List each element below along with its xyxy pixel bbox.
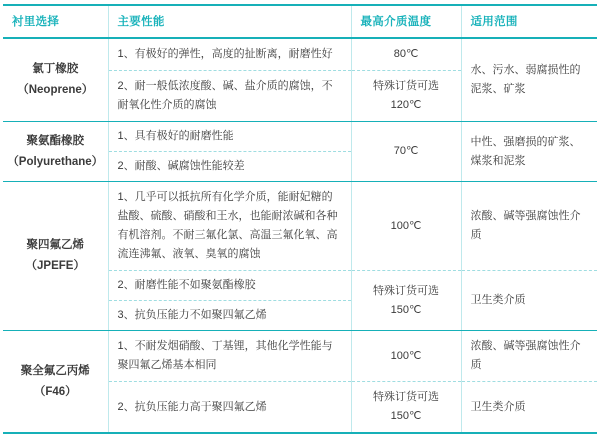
material-name-jpefe bbox=[3, 182, 108, 331]
performance-cell: 1、几乎可以抵抗所有化学介质，能耐妃糖的盐酸、硫酸、硝酸和王水，也能耐浓碱和各种有机溶剂。不耐三氟化氯、高温三氟化氧、高流连沸氟、液氧、臭氧的腐蚀 bbox=[108, 182, 351, 271]
temperature-line1: 特殊订货可选 bbox=[373, 391, 439, 403]
material-name-line2: （F46） bbox=[33, 385, 77, 398]
temperature-cell: 70℃ bbox=[351, 122, 461, 182]
table-row bbox=[3, 38, 597, 71]
temperature-line1: 特殊订货可选 bbox=[373, 80, 439, 92]
scope-cell: 浓酸、碱等强腐蚀性介质 bbox=[461, 182, 597, 271]
temperature-line2: 150℃ bbox=[390, 410, 422, 422]
material-name-line1: 聚全氟乙丙烯 bbox=[20, 364, 90, 377]
performance-cell: 1、具有极好的耐磨性能 bbox=[108, 122, 351, 152]
material-name-line1: 聚四氟乙烯 bbox=[26, 239, 84, 251]
scope-cell: 浓酸、碱等强腐蚀性介质 bbox=[461, 331, 597, 382]
table-body bbox=[3, 38, 597, 433]
performance-cell: 1、不耐发烟硝酸、丁基锂，其他化学性能与聚四氟乙烯基本相同 bbox=[108, 331, 351, 382]
temperature-line1: 特殊订货可选 bbox=[373, 284, 439, 297]
table-row bbox=[3, 122, 597, 152]
material-name-neoprene bbox=[3, 38, 108, 122]
material-name-line2: （Polyurethane） bbox=[7, 155, 104, 168]
material-name-polyurethane bbox=[3, 122, 108, 182]
performance-cell: 3、抗负压能力不如聚四氟乙烯 bbox=[108, 301, 351, 331]
scope-cell: 卫生类介质 bbox=[461, 271, 597, 331]
scope-cell: 中性、强磨损的矿浆、煤浆和泥浆 bbox=[461, 122, 597, 182]
column-header-performance: 主要性能 bbox=[108, 5, 351, 38]
performance-cell: 2、抗负压能力高于聚四氟乙烯 bbox=[108, 382, 351, 434]
temperature-cell bbox=[351, 382, 461, 434]
temperature-cell: 80℃ bbox=[351, 38, 461, 71]
performance-cell: 2、耐一般低浓度酸、碱、盐介质的腐蚀，不耐氧化性介质的腐蚀 bbox=[108, 71, 351, 122]
column-header-lining: 衬里选择 bbox=[3, 5, 108, 38]
scope-cell: 水、污水、弱腐损性的泥浆、矿浆 bbox=[461, 38, 597, 122]
performance-cell: 1、有极好的弹性，高度的扯断离，耐磨性好 bbox=[108, 38, 351, 71]
table-header bbox=[3, 5, 597, 38]
temperature-cell: 100℃ bbox=[351, 331, 461, 382]
material-name-line2: （JPEFE） bbox=[25, 260, 85, 272]
lining-selection-table bbox=[3, 4, 597, 434]
header-row bbox=[3, 5, 597, 38]
temperature-cell bbox=[351, 71, 461, 122]
temperature-line2: 150℃ bbox=[390, 303, 422, 316]
material-name-line1: 氯丁橡胶 bbox=[32, 63, 79, 75]
performance-cell: 2、耐酸、碱腐蚀性能较差 bbox=[108, 152, 351, 182]
table-row bbox=[3, 331, 597, 382]
material-name-line2: （Neoprene） bbox=[17, 84, 94, 96]
column-header-application-scope: 适用范围 bbox=[461, 5, 597, 38]
material-name-line1: 聚氨酯橡胶 bbox=[26, 134, 84, 147]
column-header-max-temperature: 最高介质温度 bbox=[351, 5, 461, 38]
table-row bbox=[3, 182, 597, 271]
temperature-cell: 100℃ bbox=[351, 182, 461, 271]
temperature-line2: 120℃ bbox=[390, 99, 422, 111]
scope-cell: 卫生类介质 bbox=[461, 382, 597, 434]
performance-cell: 2、耐磨性能不如聚氨酯橡胶 bbox=[108, 271, 351, 301]
material-name-f46 bbox=[3, 331, 108, 434]
temperature-cell bbox=[351, 271, 461, 331]
